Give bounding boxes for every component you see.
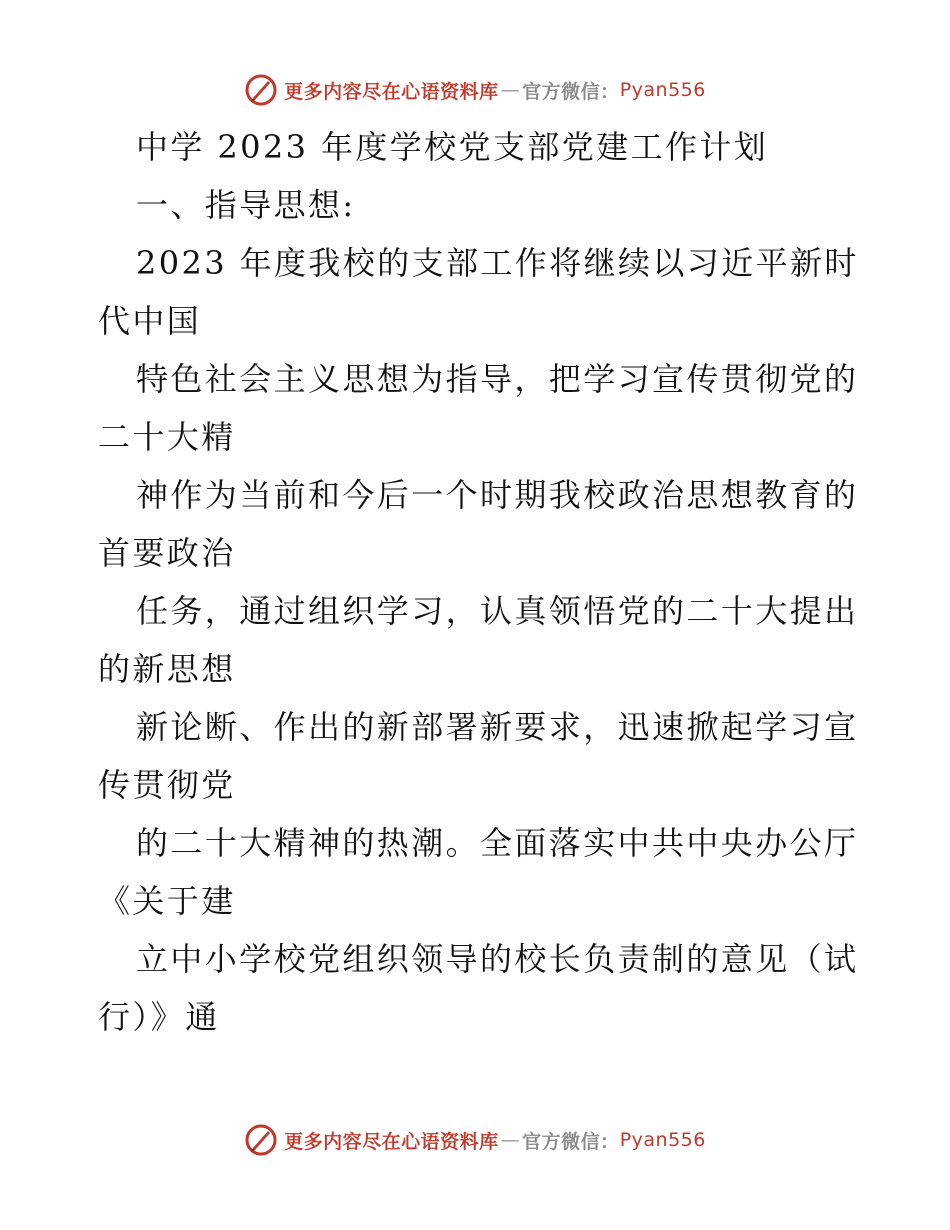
text-line: 一、指导思想:: [136, 186, 356, 224]
text-line: 的二十大精神的热潮。全面落实中共中央办公厅: [136, 824, 859, 862]
quill-pen-logo-icon: [244, 1123, 278, 1157]
text-line: 《关于建: [98, 882, 236, 920]
header-watermark: [0, 70, 950, 110]
text-line: 二十大精: [98, 418, 236, 456]
text-line: 特色社会主义思想为指导，把学习宣传贯彻党的: [136, 360, 859, 398]
watermark-brand: 更多内容尽在心语资料库: [284, 1130, 499, 1153]
watermark-official-label: 官方微信：: [522, 80, 620, 103]
quill-pen-logo-icon: [244, 73, 278, 107]
text-line: 2023 年度我校的支部工作将继续以习近平新时: [136, 244, 859, 282]
watermark-separator: —: [500, 1129, 521, 1151]
text-line: 立中小学校党组织领导的校长负责制的意见（试: [136, 940, 859, 978]
watermark-brand: 更多内容尽在心语资料库: [284, 80, 499, 103]
watermark-wechat-id: Pyan556: [619, 1129, 706, 1151]
text-line: 传贯彻党: [98, 766, 236, 804]
text-line: 新论断、作出的新部署新要求，迅速掀起学习宣: [136, 708, 859, 746]
text-line: 代中国: [98, 302, 202, 340]
watermark-wechat-id: Pyan556: [619, 79, 706, 101]
text-line: 任务，通过组织学习，认真领悟党的二十大提出: [136, 592, 859, 630]
text-line: 神作为当前和今后一个时期我校政治思想教育的: [136, 476, 859, 514]
document-title: 中学 2023 年度学校党支部党建工作计划: [136, 128, 769, 166]
document-body: [98, 118, 858, 1046]
watermark-separator: —: [500, 79, 521, 101]
footer-watermark: [0, 1120, 950, 1160]
text-line: 的新思想: [98, 650, 236, 688]
text-line: 行）》通: [98, 998, 220, 1036]
watermark-official-label: 官方微信：: [522, 1130, 620, 1153]
text-line: 首要政治: [98, 534, 236, 572]
